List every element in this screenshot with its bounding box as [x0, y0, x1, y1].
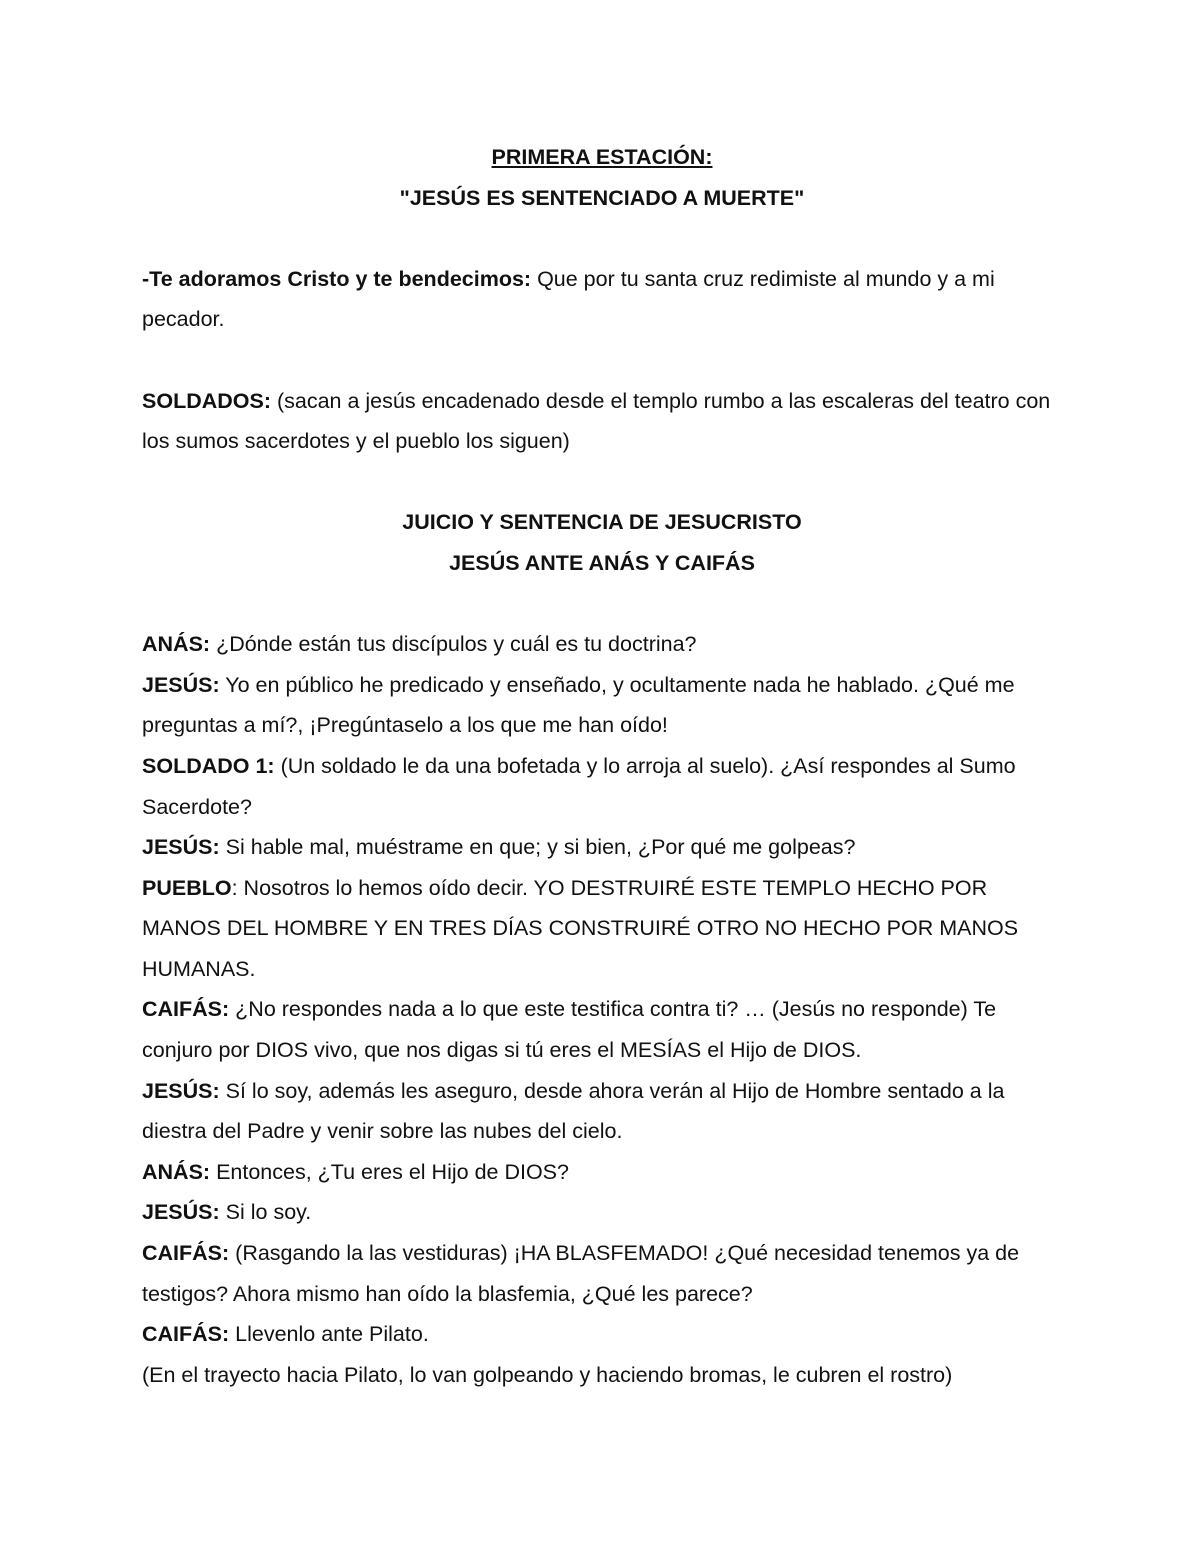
prayer-paragraph: [142, 259, 1062, 340]
speaker-name: JESÚS:: [142, 835, 220, 860]
speaker-name: CAIFÁS:: [142, 1322, 230, 1347]
speaker-name: JESÚS:: [142, 672, 220, 697]
prayer-label: -Te adoramos Cristo y te bendecimos:: [142, 266, 532, 291]
dialogue-line: [142, 868, 1062, 990]
speaker-name: ANÁS:: [142, 632, 211, 657]
speaker-name: CAIFÁS:: [142, 997, 230, 1022]
dialogue-text: ¿Dónde están tus discípulos y cuál es tu doctrina?: [210, 632, 697, 657]
station-subtitle: "JESÚS ES SENTENCIADO A MUERTE": [399, 185, 805, 210]
dialogue-line: [142, 1071, 1062, 1152]
speaker-name: JESÚS:: [142, 1078, 220, 1103]
document-body: [142, 137, 1062, 1395]
stage-direction-paragraph: [142, 381, 1062, 462]
dialogue-text: ¿No respondes nada a lo que este testifica contra ti? … (Jesús no responde) Te conjuro por DIOS vivo, que nos digas si tú eres el MESÍAS el Hijo de DIOS.: [142, 997, 997, 1063]
speaker-name: SOLDADO 1:: [142, 753, 275, 778]
station-title-text: PRIMERA ESTACIÓN:: [491, 145, 713, 169]
dialogue-line: [142, 989, 1062, 1070]
dialogue-text: Yo en público he predicado y enseñado, y ocultamente nada he hablado. ¿Qué me preguntas a mí?, ¡Pregúntaselo a los que me han oído!: [142, 672, 1015, 738]
speaker-name: PUEBLO: [142, 875, 232, 900]
dialogue-line: [142, 665, 1062, 746]
dialogue-line: [142, 1314, 1062, 1355]
dialogue-text: (Un soldado le da una bofetada y lo arroja al suelo). ¿Así respondes al Sumo Sacerdote?: [142, 753, 1016, 819]
dialogue-text: Si lo soy.: [219, 1200, 312, 1225]
dialogue-text: Si hable mal, muéstrame en que; y si bien, ¿Por qué me golpeas?: [219, 835, 856, 860]
closing-stage-direction: (En el trayecto hacia Pilato, lo van golpeando y haciendo bromas, le cubren el rostro): [142, 1362, 953, 1387]
dialogue-text: : Nosotros lo hemos oído decir. YO DESTRUIRÉ ESTE TEMPLO HECHO POR MANOS DEL HOMBRE Y EN TRES DÍAS CONSTRUIRÉ OTRO NO HECHO POR MANOS HUMANAS.: [142, 875, 1019, 981]
dialogue-text: Sí lo soy, además les aseguro, desde ahora verán al Hijo de Hombre sentado a la diestra del Padre y venir sobre las nubes del cielo.: [142, 1078, 1005, 1144]
stage-direction-label: SOLDADOS:: [142, 388, 271, 413]
prayer-text: Que por tu santa cruz redimiste al mundo y a mi pecador.: [142, 266, 995, 332]
dialogue-line: [142, 746, 1062, 827]
speaker-name: JESÚS:: [142, 1200, 220, 1225]
speaker-name: ANÁS:: [142, 1159, 211, 1184]
dialogue-text: Llevenlo ante Pilato.: [229, 1322, 429, 1347]
spacer: [142, 218, 1062, 259]
stage-direction-text: (sacan a jesús encadenado desde el templo rumbo a las escaleras del teatro con los sumos sacerdotes y el pueblo los siguen): [142, 388, 1051, 454]
section-title: JUICIO Y SENTENCIA DE JESUCRISTO: [402, 510, 802, 535]
dialogue-text: (Rasgando la las vestiduras) ¡HA BLASFEMADO! ¿Qué necesidad tenemos ya de testigos? Ahora mismo han oído la blasfemia, ¿Qué les parece?: [142, 1241, 1020, 1306]
dialogue-line: [142, 827, 1062, 868]
spacer: [142, 584, 1062, 625]
section-subtitle: JESÚS ANTE ANÁS Y CAIFÁS: [449, 550, 755, 575]
spacer: [142, 340, 1062, 381]
dialogue-text: Entonces, ¿Tu eres el Hijo de DIOS?: [210, 1159, 569, 1184]
station-title: [142, 137, 1062, 178]
dialogue-line: [142, 624, 1062, 665]
speaker-name: CAIFÁS:: [142, 1241, 230, 1266]
dialogue-line: [142, 1152, 1062, 1193]
spacer: [142, 462, 1062, 503]
dialogue-line: [142, 1192, 1062, 1233]
dialogue-line: [142, 1233, 1062, 1314]
